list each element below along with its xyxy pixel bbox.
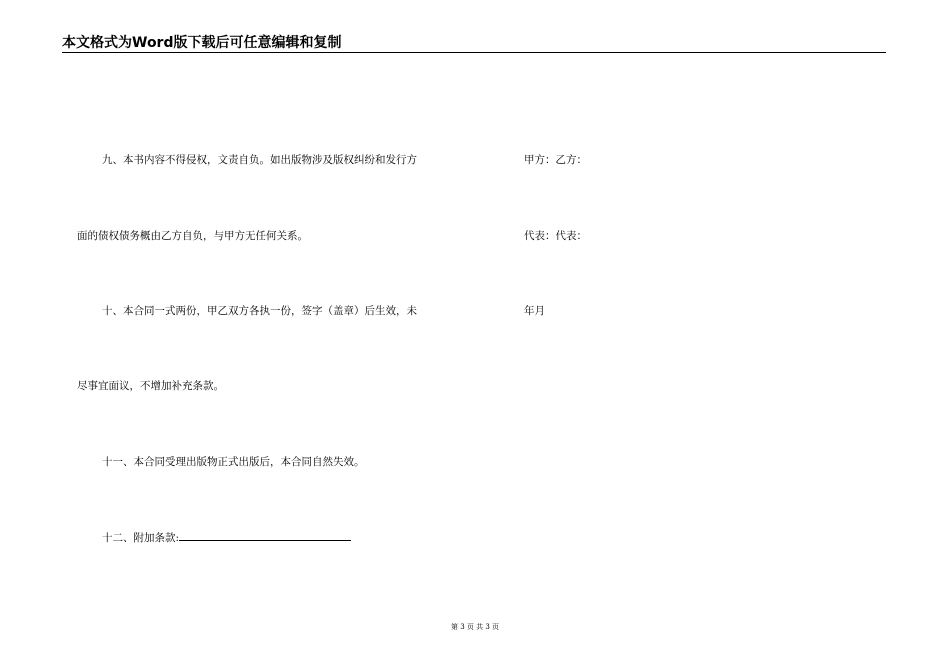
signature-date-line: 年月	[524, 305, 545, 317]
clause-12-fill-in-blank	[179, 529, 351, 541]
clause-9-line-2: 面的债权债务概由乙方自负，与甲方无任何关系。	[77, 230, 308, 242]
clause-12-label: 十二、附加条款:	[102, 532, 180, 544]
clause-10-line-1: 十、本合同一式两份，甲乙双方各执一份，签字（盖章）后生效，未	[102, 305, 417, 317]
header-divider	[62, 52, 886, 53]
document-header-title: 本文格式为Word版下载后可任意编辑和复制	[62, 35, 342, 51]
signature-parties-line: 甲方：乙方：	[524, 154, 587, 166]
page-number-footer: 第 3 页 共 3 页	[450, 623, 500, 631]
signature-representatives-line: 代表：代表：	[524, 230, 587, 242]
clause-9-line-1: 九、本书内容不得侵权，文责自负。如出版物涉及版权纠纷和发行方	[102, 154, 417, 166]
clause-11: 十一、本合同受理出版物正式出版后，本合同自然失效。	[102, 456, 365, 468]
clause-12	[102, 529, 351, 545]
clause-10-line-2: 尽事宜面议，不增加补充条款。	[77, 380, 224, 392]
